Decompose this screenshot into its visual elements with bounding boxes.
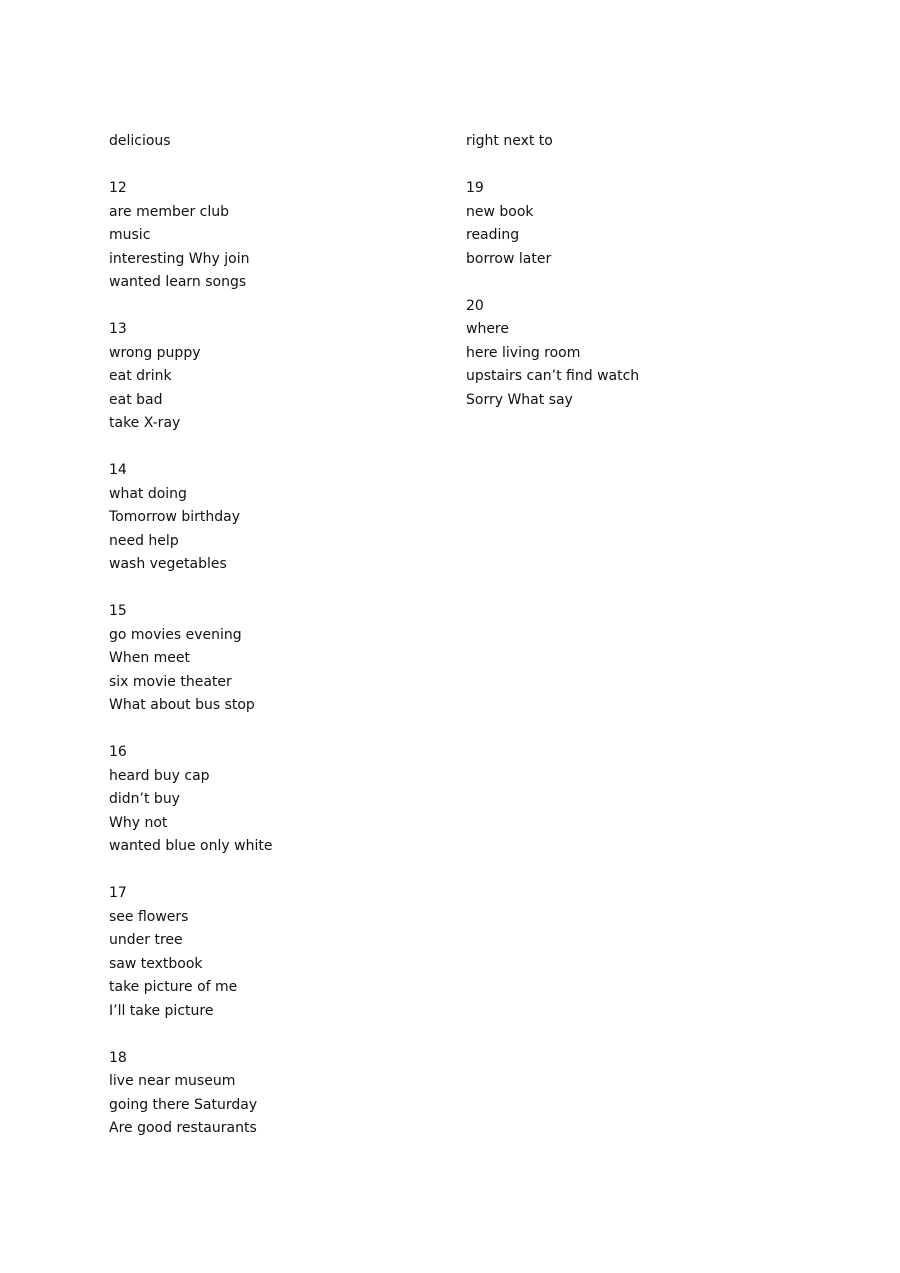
item-line: wanted blue only white xyxy=(109,838,273,854)
item-line: right next to xyxy=(466,133,553,149)
item-line: eat bad xyxy=(109,391,163,408)
item-number: 19 xyxy=(466,180,484,196)
left-column xyxy=(109,130,439,1141)
item-line: When meet xyxy=(109,650,191,666)
item-line: interesting Why join xyxy=(109,250,250,267)
item-block xyxy=(109,318,439,436)
item-line: where xyxy=(466,321,509,337)
item-block xyxy=(466,177,796,271)
item-block xyxy=(109,882,439,1023)
item-number: 14 xyxy=(109,462,127,478)
item-number: 18 xyxy=(109,1049,127,1066)
item-block xyxy=(466,130,796,154)
item-line: go movies evening xyxy=(109,626,242,643)
item-line: what doing xyxy=(109,485,187,502)
item-line: new book xyxy=(466,203,534,220)
item-line: reading xyxy=(466,227,520,243)
block-spacer xyxy=(109,436,439,460)
item-line: six movie theater xyxy=(109,673,232,690)
item-line: wrong puppy xyxy=(109,344,201,361)
block-spacer xyxy=(109,859,439,883)
block-spacer xyxy=(109,154,439,178)
item-line: upstairs can’t find watch xyxy=(466,368,640,384)
item-line: didn’t buy xyxy=(109,791,180,807)
item-line: are member club xyxy=(109,203,230,220)
block-spacer xyxy=(109,1023,439,1047)
item-block xyxy=(109,459,439,577)
item-line: wash vegetables xyxy=(109,556,227,572)
item-line: music xyxy=(109,227,151,243)
item-line: delicious xyxy=(109,133,171,149)
item-line: saw textbook xyxy=(109,955,203,972)
item-number: 17 xyxy=(109,885,127,901)
item-number: 20 xyxy=(466,297,484,314)
item-line: What about bus stop xyxy=(109,697,255,713)
block-spacer xyxy=(466,154,796,178)
item-number: 15 xyxy=(109,603,127,619)
block-spacer xyxy=(109,718,439,742)
item-line: going there Saturday xyxy=(109,1096,258,1113)
block-spacer xyxy=(466,271,796,295)
item-line: take X-ray xyxy=(109,415,181,431)
item-line: heard buy cap xyxy=(109,767,210,784)
item-line: borrow later xyxy=(466,250,552,267)
item-line: Sorry What say xyxy=(466,391,573,408)
item-line: Tomorrow birthday xyxy=(109,509,241,525)
item-number: 13 xyxy=(109,321,127,337)
item-block xyxy=(466,295,796,413)
item-block xyxy=(109,1047,439,1141)
item-line: Are good restaurants xyxy=(109,1120,257,1136)
item-block xyxy=(109,130,439,154)
item-block xyxy=(109,741,439,859)
item-line: under tree xyxy=(109,932,183,948)
item-number: 16 xyxy=(109,744,127,760)
item-line: see flowers xyxy=(109,908,189,925)
item-line: take picture of me xyxy=(109,979,238,995)
item-line: wanted learn songs xyxy=(109,274,247,290)
item-number: 12 xyxy=(109,180,127,196)
item-block xyxy=(109,600,439,718)
block-spacer xyxy=(109,295,439,319)
item-block xyxy=(109,177,439,295)
item-line: eat drink xyxy=(109,368,172,384)
item-line: I’ll take picture xyxy=(109,1002,214,1019)
item-line: need help xyxy=(109,532,179,549)
item-line: live near museum xyxy=(109,1073,236,1089)
block-spacer xyxy=(109,577,439,601)
item-line: Why not xyxy=(109,814,168,831)
right-column xyxy=(466,130,796,412)
item-line: here living room xyxy=(466,344,581,361)
